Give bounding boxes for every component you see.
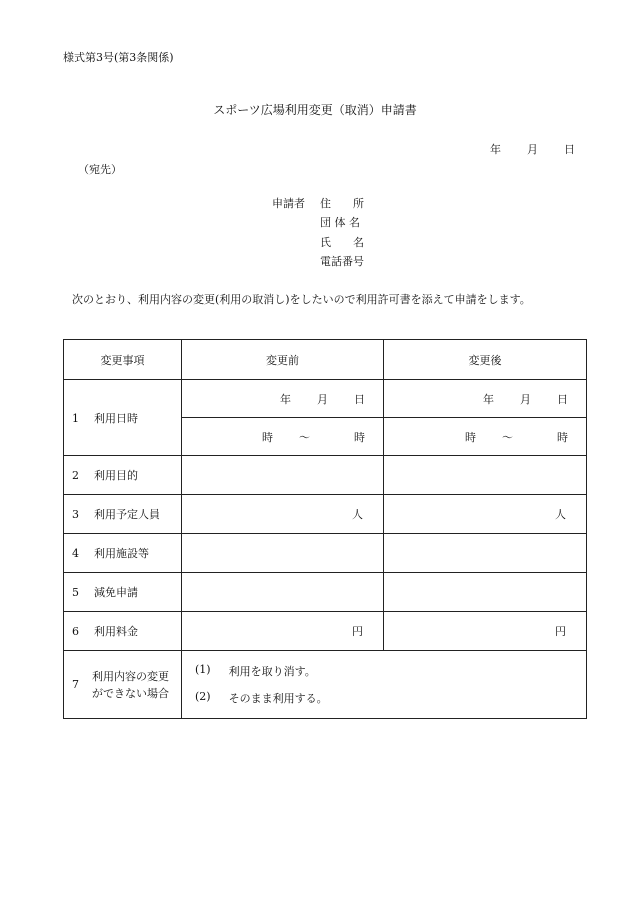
header-item: 変更事項 bbox=[64, 340, 182, 380]
unit-label: 円 bbox=[555, 625, 566, 638]
item-label-cell bbox=[64, 651, 182, 719]
after-fee-field[interactable] bbox=[384, 612, 587, 651]
time-tilde: ～ bbox=[502, 430, 513, 444]
table-row bbox=[64, 456, 587, 495]
date-month: 月 bbox=[527, 143, 538, 156]
after-exemption-field[interactable] bbox=[384, 573, 587, 612]
header-after: 変更後 bbox=[384, 340, 587, 380]
item-label-line1: 利用内容の変更 bbox=[92, 669, 169, 683]
submission-date bbox=[490, 141, 575, 157]
applicant-address-label: 住 所 bbox=[320, 197, 364, 210]
item-number: 6 bbox=[72, 625, 79, 638]
request-statement: 次のとおり、利用内容の変更(利用の取消し)をしたいので利用許可書を添えて申請をします。 bbox=[72, 293, 531, 306]
table-header-row bbox=[64, 340, 587, 380]
time-hour-label: 時 bbox=[354, 430, 365, 444]
item-label: 利用予定人員 bbox=[94, 508, 160, 521]
item-number: 7 bbox=[72, 678, 79, 691]
item-label-cell bbox=[64, 534, 182, 573]
item-number: 1 bbox=[72, 411, 79, 425]
after-purpose-field[interactable] bbox=[384, 456, 587, 495]
after-facility-field[interactable] bbox=[384, 534, 587, 573]
item-number: 4 bbox=[72, 547, 79, 560]
before-date-field[interactable] bbox=[182, 380, 384, 418]
before-facility-field[interactable] bbox=[182, 534, 384, 573]
date-year-label: 年 bbox=[280, 392, 291, 406]
unit-label: 人 bbox=[352, 508, 363, 521]
before-time-field[interactable] bbox=[182, 418, 384, 456]
item-number: 3 bbox=[72, 508, 79, 521]
table-row bbox=[64, 495, 587, 534]
table-row bbox=[64, 573, 587, 612]
option-cancel[interactable] bbox=[195, 663, 586, 679]
item-label: 利用目的 bbox=[94, 469, 138, 482]
applicant-label: 申請者 bbox=[272, 197, 305, 210]
item-label-cell bbox=[64, 612, 182, 651]
table-row bbox=[64, 651, 587, 719]
date-year: 年 bbox=[490, 143, 501, 156]
date-day: 日 bbox=[564, 143, 575, 156]
item-label: 減免申請 bbox=[94, 586, 138, 599]
item-label: 利用日時 bbox=[94, 411, 138, 425]
header-before: 変更前 bbox=[182, 340, 384, 380]
before-purpose-field[interactable] bbox=[182, 456, 384, 495]
item-label-cell bbox=[64, 456, 182, 495]
fallback-options bbox=[182, 651, 587, 719]
table-row bbox=[64, 612, 587, 651]
option-number: (1) bbox=[195, 663, 211, 676]
unit-label: 円 bbox=[352, 625, 363, 638]
item-label: 利用料金 bbox=[94, 625, 138, 638]
table-row bbox=[64, 380, 587, 418]
before-headcount-field[interactable] bbox=[182, 495, 384, 534]
date-year-label: 年 bbox=[483, 392, 494, 406]
date-day-label: 日 bbox=[557, 392, 568, 406]
item-label-cell bbox=[64, 495, 182, 534]
time-hour-label: 時 bbox=[262, 430, 273, 444]
item-label-cell bbox=[64, 380, 182, 456]
item-label: 利用施設等 bbox=[94, 547, 149, 560]
option-text: そのまま利用する。 bbox=[228, 692, 328, 705]
option-number: (2) bbox=[195, 690, 211, 703]
form-number: 様式第3号(第3条関係) bbox=[63, 51, 174, 64]
applicant-group-label: 団 体 名 bbox=[320, 216, 360, 229]
unit-label: 人 bbox=[555, 508, 566, 521]
time-tilde: ～ bbox=[299, 430, 310, 444]
change-request-table bbox=[63, 339, 587, 719]
date-month-label: 月 bbox=[317, 392, 328, 406]
item-number: 2 bbox=[72, 469, 79, 482]
applicant-phone-label: 電話番号 bbox=[320, 255, 364, 268]
after-date-field[interactable] bbox=[384, 380, 587, 418]
option-use-as-is[interactable] bbox=[195, 690, 586, 706]
after-headcount-field[interactable] bbox=[384, 495, 587, 534]
addressee-label: （宛先） bbox=[78, 163, 122, 176]
time-hour-label: 時 bbox=[465, 430, 476, 444]
item-label-cell bbox=[64, 573, 182, 612]
date-day-label: 日 bbox=[354, 392, 365, 406]
date-month-label: 月 bbox=[520, 392, 531, 406]
after-time-field[interactable] bbox=[384, 418, 587, 456]
time-hour-label: 時 bbox=[557, 430, 568, 444]
table-row bbox=[64, 534, 587, 573]
before-fee-field[interactable] bbox=[182, 612, 384, 651]
item-label-line2: ができない場合 bbox=[92, 686, 169, 700]
document-title: スポーツ広場利用変更（取消）申請書 bbox=[213, 103, 417, 117]
before-exemption-field[interactable] bbox=[182, 573, 384, 612]
option-text: 利用を取り消す。 bbox=[228, 665, 316, 678]
applicant-name-label: 氏 名 bbox=[320, 236, 364, 249]
item-number: 5 bbox=[72, 586, 79, 599]
